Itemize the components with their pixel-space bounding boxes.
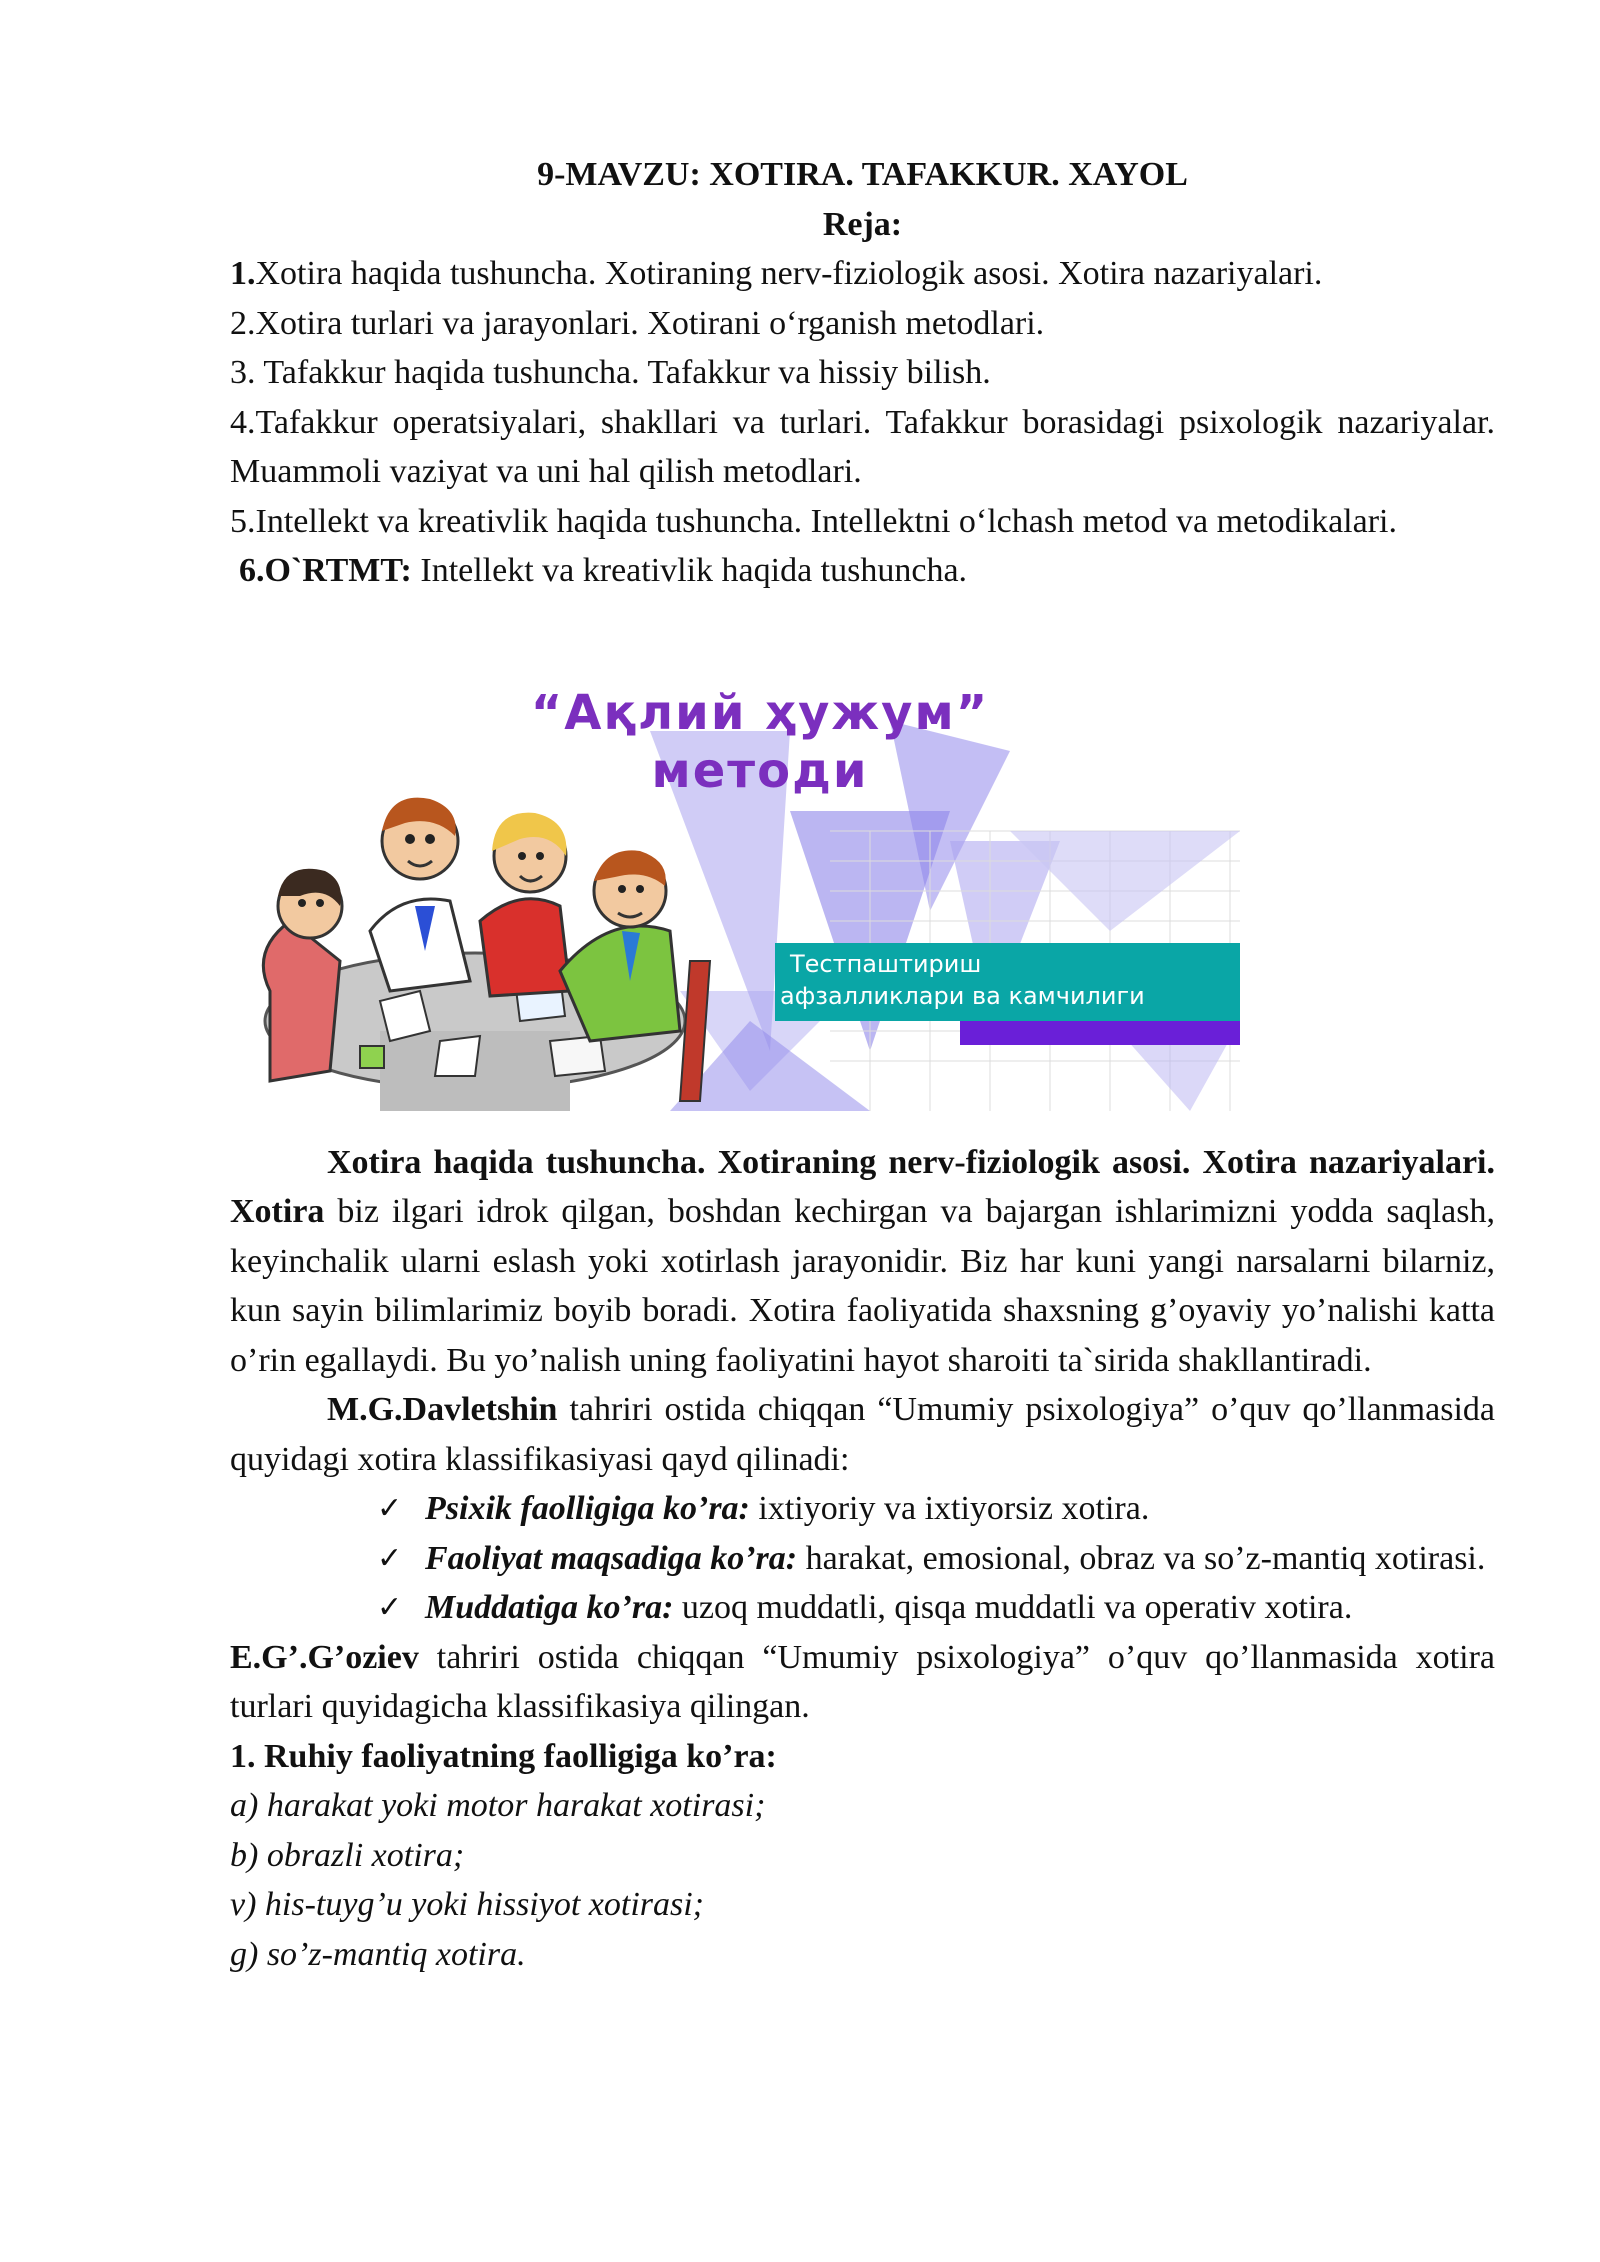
person-icon [480,812,570,995]
list-item [377,1534,1495,1584]
document-title: 9-MAVZU: XOTIRA. TAFAKKUR. XAYOL [537,156,1188,193]
paragraph-text: biz ilgari idrok qilgan, boshdan kechirgan va bajargan ishlarimizni yodda saqlash, keyinchalik ularni eslash yoki xotirlash jarayonidir. Biz har kuni yangi narsalarni bilarniz, kun sayin bilimlarimiz boyib boradi. Xotira faoliyatida shaxsning g’oyaviy yo’nalishi katta o’rin egallaydi. Bu yo’nalish uning faoliyatini hayot sharoiti ta`sirida shakllantiradi. [230,1193,1495,1379]
term-xotira: Xotira [230,1193,325,1230]
author-name: E.G’.G’oziev [230,1638,419,1676]
item-text: uzoq muddatli, qisqa muddatli va operativ xotira. [673,1589,1353,1626]
plan-item-6 [230,546,1495,596]
plan-item-text: Xotira turlari va jarayonlari. Xotirani o‘rganish metodlari. [255,304,1045,342]
item-label: Psixik faolligiga ko’ra: [425,1490,750,1527]
list-item: g) so’z-mantiq xotira. [230,1935,526,1973]
section-heading: Xotira haqida tushuncha. Xotiraning nerv-fiziologik asosi. Xotira nazariyalari. [327,1143,1495,1181]
brainstorm-illustration [230,684,1495,1213]
plan-item-5 [230,497,1495,547]
cup-icon [360,1046,384,1068]
plan-heading: Reja: [822,205,903,243]
plan-item-4 [230,398,1495,497]
caption-bar [960,1021,1240,1045]
plan-item-text: Tafakkur operatsiyalari, shakllari va turlari. Tafakkur borasidagi psixologik nazariyalar. Muammoli vaziyat va uni hal qilish metodlari. [230,403,1495,490]
paper-icon [380,991,430,1041]
list-item [377,1583,1495,1633]
plan-item-2 [230,299,1495,349]
item-label: Muddatiga ko’ra: [425,1589,674,1626]
document-page [230,150,1495,1979]
list-item: a) harakat yoki motor harakat xotirasi; [230,1787,766,1824]
paper-icon [435,1036,480,1076]
plan-item-number: 5. [230,502,256,540]
list-item: b) obrazli xotira; [230,1836,465,1874]
plan-item-text: Tafakkur haqida tushuncha. Tafakkur va hissiy bilish. [255,354,991,391]
shape-triangle [1010,831,1240,931]
sub-heading: 1. Ruhiy faoliyatning faolligiga ko’ra: [230,1737,777,1775]
plan-item-text: Intellekt va kreativlik haqida tushuncha. Intellektni o‘lchash metod va metodikalari. [255,502,1397,540]
person-icon [263,868,342,1080]
checkmark-icon: ✓ [377,1590,403,1625]
plan-item-1 [230,249,1495,299]
person-icon [560,850,680,1041]
plan-item-3 [230,348,1495,398]
list-item [377,1484,1495,1534]
banner-caption-line1: Тестпаштириш [790,949,982,978]
section-paragraph-2 [230,1385,1495,1484]
item-label: Faoliyat maqsadiga ko’ra: [425,1539,798,1577]
illustration-title-line1: “Ақлий ҳужум” [530,684,990,741]
plan-item-number: 1. [230,255,256,292]
plan-item-number: 6.O`RTMT: [239,552,412,589]
plan-item-text: Intellekt va kreativlik haqida tushuncha. [411,552,968,589]
paragraph-text: tahriri ostida chiqqan “Umumiy psixologiya” o’quv qo’llanmasida quyidagi xotira klassifikasiyasi qayd qilinadi: [230,1391,1495,1478]
person-icon [370,797,470,990]
checkmark-icon: ✓ [377,1540,403,1576]
plan-item-number: 4. [230,403,256,441]
paragraph-text: tahriri ostida chiqqan “Umumiy psixologiya” o’quv qo’llanmasida xotira turlari quyidagicha klassifikasiya qilingan. [230,1638,1495,1725]
item-text: harakat, emosional, obraz va so’z-mantiq xotirasi. [797,1539,1486,1577]
classification-list [230,1484,1495,1633]
plan-item-number: 3. [230,354,256,391]
plan-item-number: 2. [230,304,256,342]
item-text: ixtiyoriy va ixtiyorsiz xotira. [749,1490,1150,1527]
author-name: M.G.Davletshin [327,1391,558,1428]
list-item: v) his-tuyg’u yoki hissiyot xotirasi; [230,1886,705,1923]
illustration-title-line2: методи [651,742,869,799]
paper-icon [550,1036,605,1076]
checkmark-icon: ✓ [377,1491,403,1526]
banner-caption-line2: афзалликлари ва камчилиги [780,981,1145,1010]
section-paragraph-3 [230,1633,1495,1732]
plan-item-text: Xotira haqida tushuncha. Xotiraning nerv-fiziologik asosi. Xotira nazariyalari. [255,255,1323,292]
